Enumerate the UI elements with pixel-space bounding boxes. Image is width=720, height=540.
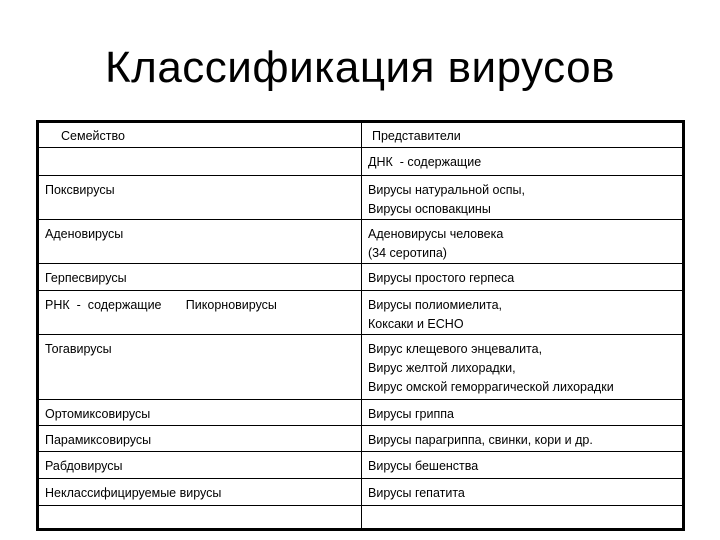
representatives-cell — [362, 400, 683, 426]
family-cell: Рабдовирусы — [39, 452, 362, 479]
family-cell: Тогавирусы — [39, 335, 362, 400]
representatives-cell — [362, 479, 683, 506]
table-row — [39, 291, 683, 335]
table-row — [39, 452, 683, 479]
representatives-cell — [362, 291, 683, 335]
representatives-cell — [362, 426, 683, 452]
representative-line: Вирусы простого герпеса — [368, 271, 515, 285]
representative-line: Вирусы парагриппа, свинки, кори и др. — [368, 433, 593, 447]
family-cell: Поксвирусы — [39, 176, 362, 220]
representatives-cell — [362, 264, 683, 291]
representative-line: Коксаки и ЕСНО — [368, 317, 464, 331]
table-row — [39, 479, 683, 506]
header-representatives: Представители — [362, 123, 683, 148]
family-cell — [39, 148, 362, 176]
header-family: Семейство — [39, 123, 362, 148]
table-row — [39, 400, 683, 426]
representatives-cell — [362, 176, 683, 220]
table-row — [39, 220, 683, 264]
representative-line: Вирусы натуральной оспы, — [368, 183, 525, 197]
family-cell — [39, 506, 362, 529]
representatives-cell — [362, 148, 683, 176]
table-header-row — [39, 123, 683, 148]
representative-line: (34 серотипа) — [368, 246, 447, 260]
representative-line: Вирусы гепатита — [368, 486, 465, 500]
family-cell: Парамиксовирусы — [39, 426, 362, 452]
representative-line: Вирусы осповакцины — [368, 202, 491, 216]
virus-classification-table — [36, 120, 685, 531]
table-row — [39, 148, 683, 176]
representatives-cell — [362, 335, 683, 400]
representative-line: Вирус желтой лихорадки, — [368, 361, 516, 375]
family-cell: Герпесвирусы — [39, 264, 362, 291]
table-row — [39, 335, 683, 400]
family-cell: Ортомиксовирусы — [39, 400, 362, 426]
representative-line: Вирусы гриппа — [368, 407, 454, 421]
representative-line: Аденовирусы человека — [368, 227, 504, 241]
representative-line: Вирусы полиомиелита, — [368, 298, 503, 312]
family-cell: Аденовирусы — [39, 220, 362, 264]
table-row — [39, 176, 683, 220]
representatives-cell — [362, 506, 683, 529]
representative-line: ДНК - содержащие — [368, 155, 482, 169]
table-row — [39, 506, 683, 529]
table-row — [39, 426, 683, 452]
representative-line: Вирус омской геморрагической лихорадки — [368, 380, 614, 394]
representatives-cell — [362, 220, 683, 264]
representatives-cell — [362, 452, 683, 479]
representative-line: Вирус клещевого энцевалита, — [368, 342, 543, 356]
representative-line: Вирусы бешенства — [368, 459, 479, 473]
family-cell: Неклассифицируемые вирусы — [39, 479, 362, 506]
table-row — [39, 264, 683, 291]
page-title: Классификация вирусов — [105, 43, 615, 92]
family-cell: РНК - содержащие Пикорновирусы — [39, 291, 362, 335]
